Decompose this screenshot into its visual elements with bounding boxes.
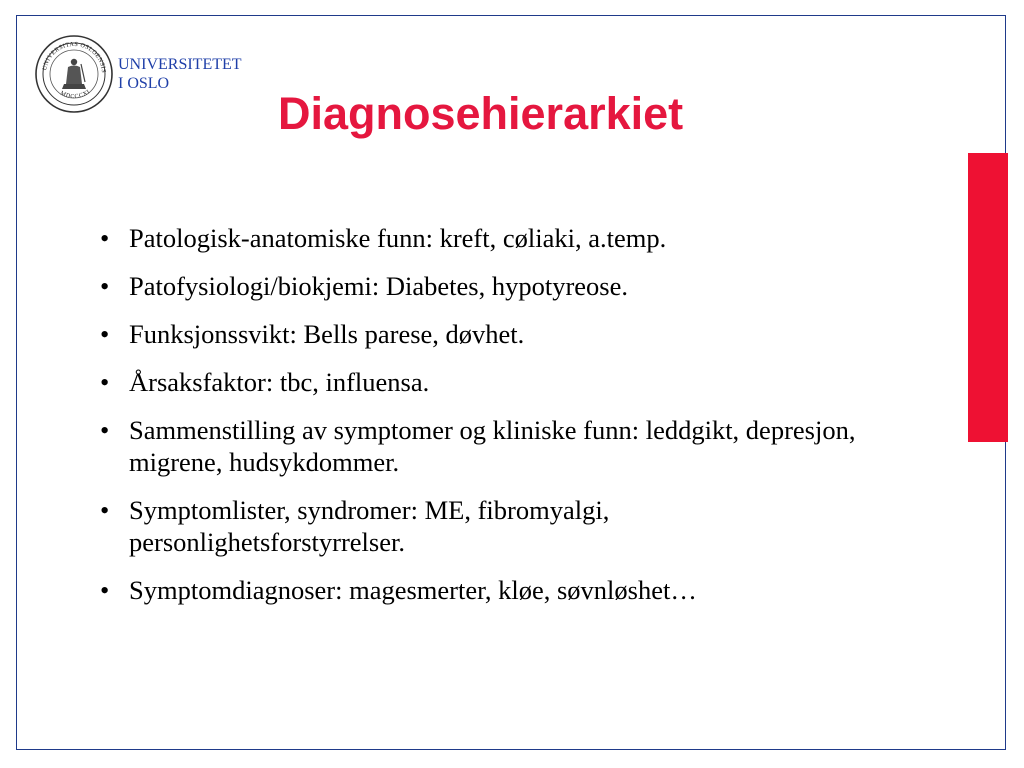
svg-text:MDCCCXI: MDCCCXI	[59, 89, 92, 101]
bullet-text: Patologisk-anatomiske funn: kreft, cøliaki, a.temp.	[129, 223, 667, 253]
bullet-text: Symptomlister, syndromer: ME, fibromyalgi, personlighetsforstyrrelser.	[129, 495, 610, 557]
bullet-item	[100, 574, 860, 606]
bullet-item	[100, 222, 860, 254]
bullet-icon: •	[100, 415, 110, 445]
bullet-icon: •	[100, 367, 110, 397]
bullet-icon: •	[100, 495, 110, 525]
university-name-line1: UNIVERSITETET	[118, 56, 242, 73]
bullet-text: Funksjonssvikt: Bells parese, døvhet.	[129, 319, 525, 349]
university-seal-icon	[34, 34, 114, 114]
bullet-item	[100, 366, 860, 398]
bullet-icon: •	[100, 271, 110, 301]
svg-text:UNIVERSITAS OSLOENSIS: UNIVERSITAS OSLOENSIS	[41, 40, 108, 74]
bullet-text: Patofysiologi/biokjemi: Diabetes, hypotyreose.	[129, 271, 629, 301]
bullet-item	[100, 270, 860, 302]
bullet-item	[100, 414, 860, 478]
bullet-text: Sammenstilling av symptomer og kliniske funn: leddgikt, depresjon, migrene, hudsykdommer.	[129, 415, 856, 477]
bullet-item	[100, 318, 860, 350]
bullet-icon: •	[100, 575, 110, 605]
bullet-icon: •	[100, 319, 110, 349]
bullet-icon: •	[100, 223, 110, 253]
bullet-item	[100, 494, 860, 558]
university-name-line2: I OSLO	[118, 75, 170, 92]
bullet-list	[100, 222, 860, 622]
slide-title: Diagnosehierarkiet	[278, 88, 684, 139]
bullet-text: Symptomdiagnoser: magesmerter, kløe, søvnløshet…	[129, 575, 697, 605]
bullet-text: Årsaksfaktor: tbc, influensa.	[129, 367, 430, 397]
university-name	[118, 55, 242, 93]
accent-bar	[968, 153, 1008, 442]
